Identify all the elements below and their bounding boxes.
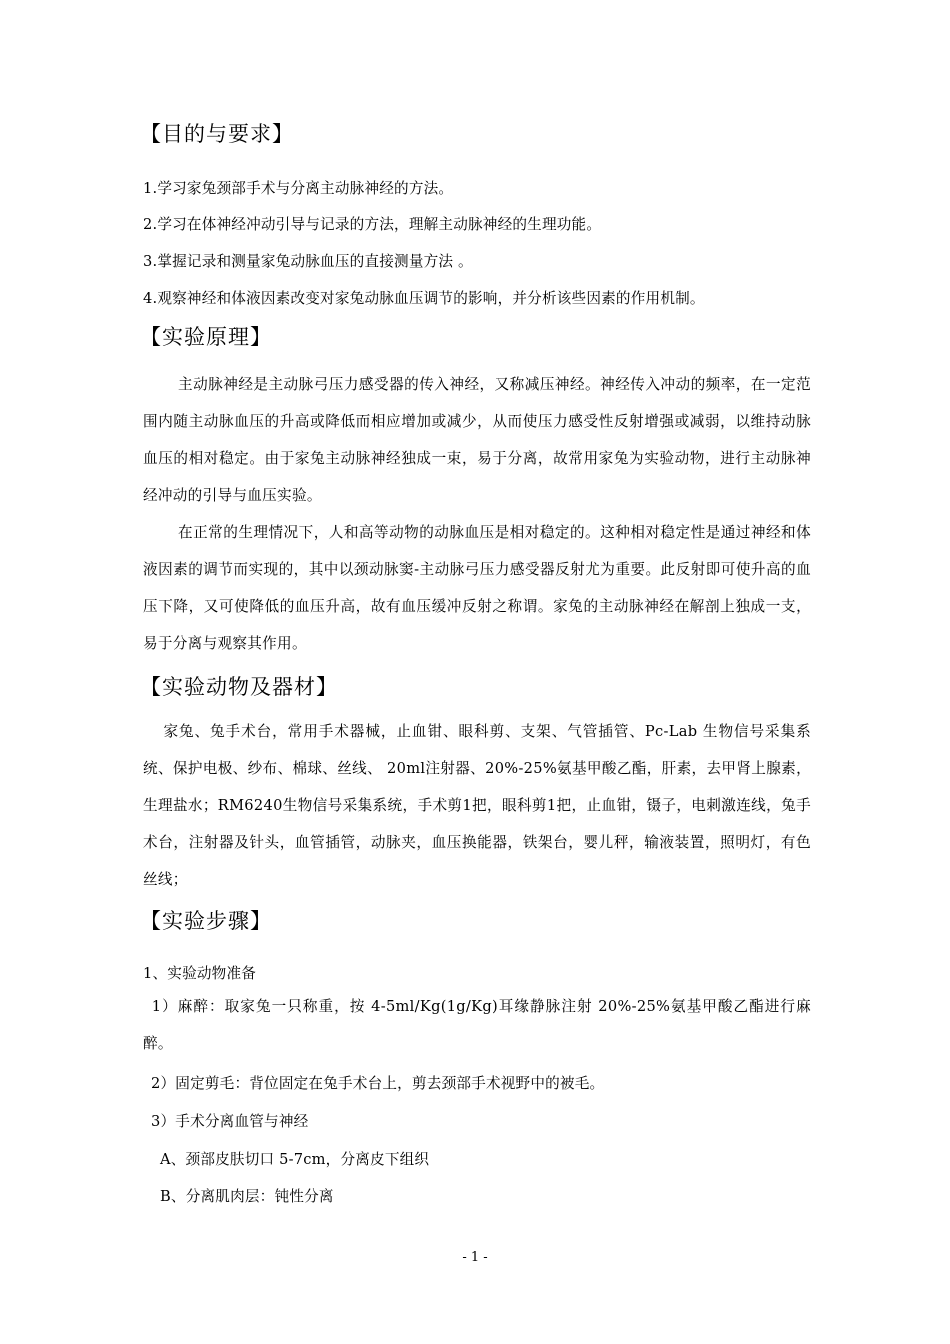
step-1-sub-3: 3）手术分离血管与神经	[151, 1113, 309, 1130]
step-1: 1、实验动物准备	[143, 965, 257, 982]
page-number: - 1 -	[462, 1250, 488, 1265]
step-1-sub-1: 1）麻醉：取家兔一只称重，按 4-5ml/Kg(1g/Kg)耳缘静脉注射 20%-25%氨基甲酸乙酯进行麻醉。	[143, 998, 811, 1052]
principle-paragraph-2: 在正常的生理情况下，人和高等动物的动脉血压是相对稳定的。这种相对稳定性是通过神经和体液因素的调节而实现的，其中以颈动脉窦-主动脉弓压力感受器反射尤为重要。此反射即可使升高的血压下降，又可使降低的血压升高，故有血压缓冲反射之称谓。家兔的主动脉神经在解剖上独成一支，易于分离与观察其作用。	[143, 524, 811, 652]
heading-steps: 【实验步骤】	[140, 909, 272, 933]
heading-purpose: 【目的与要求】	[140, 122, 294, 146]
step-1-sub-a: A、颈部皮肤切口 5-7cm，分离皮下组织	[160, 1151, 430, 1168]
heading-materials: 【实验动物及器材】	[140, 675, 338, 699]
step-1-sub-b: B、分离肌肉层：钝性分离	[160, 1188, 334, 1205]
principle-paragraph-1: 主动脉神经是主动脉弓压力感受器的传入神经，又称减压神经。神经传入冲动的频率，在一定范围内随主动脉血压的升高或降低而相应增加或减少，从而使压力感受性反射增强或减弱，以维持动脉血压的相对稳定。由于家兔主动脉神经独成一束，易于分离，故常用家兔为实验动物，进行主动脉神经冲动的引导与血压实验。	[143, 376, 811, 504]
purpose-item-2: 2.学习在体神经冲动引导与记录的方法，理解主动脉神经的生理功能。	[143, 216, 602, 233]
heading-principle: 【实验原理】	[140, 325, 272, 349]
step-1-sub-2: 2）固定剪毛：背位固定在兔手术台上，剪去颈部手术视野中的被毛。	[151, 1075, 605, 1092]
materials-paragraph: 家兔、兔手术台，常用手术器械，止血钳、眼科剪、支架、气管插管、Pc-Lab 生物信号采集系统、保护电极、纱布、棉球、丝线、 20ml注射器、20%-25%氨基甲酸乙酯，肝素，去甲肾上腺素，生理盐水；RM6240生物信号采集系统，手术剪1把，眼科剪1把，止血钳，镊子，电刺激连线，兔手术台，注射器及针头，血管插管，动脉夹，血压换能器，铁架台，婴儿秤，输液装置，照明灯，有色丝线；	[143, 723, 811, 888]
purpose-item-3: 3.掌握记录和测量家兔动脉血压的直接测量方法 。	[143, 253, 473, 270]
purpose-item-1: 1.学习家兔颈部手术与分离主动脉神经的方法。	[143, 180, 454, 197]
purpose-item-4: 4.观察神经和体液因素改变对家兔动脉血压调节的影响，并分析该些因素的作用机制。	[143, 290, 705, 307]
